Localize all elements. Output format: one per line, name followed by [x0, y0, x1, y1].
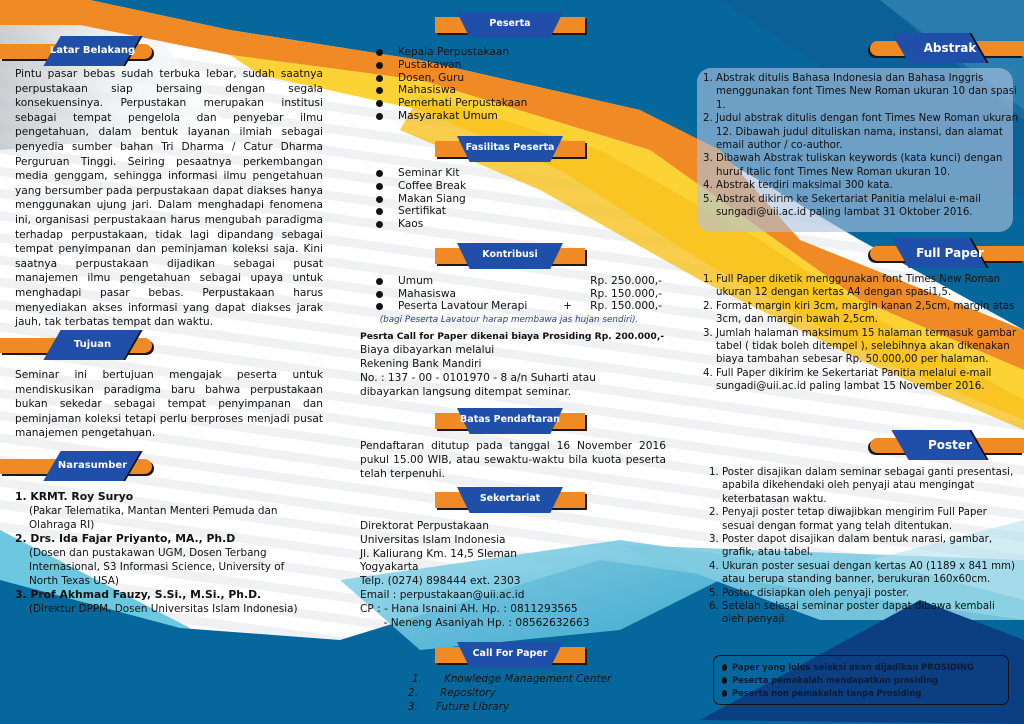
list-item: Sertifikat: [346, 205, 646, 218]
section-title: Abstrak: [923, 41, 977, 55]
call-for-paper-topics: [408, 672, 668, 714]
bullet-icon: [376, 100, 383, 107]
section-badge-peserta: [435, 12, 585, 38]
bullet-icon: [722, 690, 727, 697]
peserta-list: [346, 46, 646, 123]
tujuan-text: Seminar ini bertujuan mengajak peserta untuk mendiskusikan paradigma baru bahwa perpustakaan bukan sekedar sebagai tempat penyimpanan dan peminjaman koleksi tetapi perlu berproses menjadi pusat manajemen pengetahuan.: [15, 369, 323, 440]
list-item: 2. Penyaji poster tetap diwajibkan mengirim Full Paper sesuai dengan format yang telah ditentukan.: [709, 507, 987, 532]
list-item: 3. Future Library: [408, 701, 510, 713]
list-item: Peserta pemakalah mendapatkan prosiding: [720, 674, 1008, 687]
speaker-item: 3. Prof Akhmad Fauzy, S.Si., M.Si., Ph.D. (Direktur DPPM, Dosen Universitas Islam Indonesia): [15, 588, 298, 615]
prosiding-info-box: [713, 655, 1009, 705]
list-item: 2. Format margin kiri 3cm, margin kanan 2,5cm, margin atas 3cm, dan margin bawah 2,5cm.: [703, 300, 1015, 326]
section-badge-poster: [870, 430, 1024, 460]
bullet-icon: [376, 75, 383, 82]
section-title: Call For Paper: [472, 648, 548, 659]
fee-table: [346, 275, 666, 313]
section-title: Poster: [928, 438, 972, 452]
speaker-item: 2. Drs. Ida Fajar Priyanto, MA., Ph.D (Dosen dan pustakawan UGM, Dosen Terbang Internasional, S3 Informasi Science, University of North Texas USA): [15, 532, 285, 587]
list-item: 4. Abstrak terdiri maksimal 300 kata.: [703, 180, 893, 192]
full-paper-list: [703, 273, 1019, 394]
list-item: 1. Abstrak ditulis Bahasa Indonesia dan Bahasa Inggris menggunakan font Times New Roman ukuran 10 dan spasi 1.: [703, 73, 1017, 111]
list-item: 4. Ukuran poster sesuai dengan kertas A0 (1189 x 841 mm) atau berupa standing banner, berukuran 160x60cm.: [709, 560, 1015, 586]
list-item: Peserta non pemakalah tanpa Prosiding: [720, 687, 1008, 700]
list-item: 4. Full Paper dikirim ke Sekertariat Panitia melalui e-mail sungadi@uii.ac.id paling lambat 15 November 2016.: [703, 367, 992, 393]
section-badge-latar-belakang: [0, 36, 160, 66]
section-badge-full-paper: [870, 238, 1024, 268]
bullet-icon: [376, 183, 383, 190]
email-link[interactable]: Email : perpustakaan@uii.ac.id: [360, 588, 525, 601]
bullet-icon: [376, 278, 383, 285]
list-item: Coffee Break: [346, 180, 646, 193]
fee-row: Umum Rp. 250.000,-: [346, 275, 666, 288]
section-badge-call-for-paper: [435, 642, 585, 668]
batas-pendaftaran-text: Pendaftaran ditutup pada tanggal 16 November 2016 pukul 15.00 WIB, atau sewaktu-waktu bila kuota peserta telah terpenuhi.: [360, 440, 666, 480]
section-title: Fasilitas Peserta: [465, 142, 555, 153]
section-badge-abstrak: [870, 33, 1024, 63]
fee-row: Mahasiswa Rp. 150.000,-: [346, 288, 666, 301]
poster-list: [709, 466, 1019, 627]
list-item: Pemerhati Perpustakaan: [346, 97, 646, 110]
fee-row: Peserta Lavatour Merapi + Rp. 150.000,-: [346, 300, 666, 313]
list-item: Kaos: [346, 218, 646, 231]
speaker-list: [15, 490, 330, 616]
section-title: Full Paper: [916, 246, 984, 260]
section-badge-batas-pendaftaran: [435, 408, 585, 434]
bullet-icon: [376, 49, 383, 56]
list-item: Seminar Kit: [346, 167, 646, 180]
list-item: 5. Abstrak dikirim ke Sekertariat Panitia melalui e-mail sungadi@uii.ac.id paling lambat 31 Oktober 2016.: [703, 193, 981, 219]
bullet-icon: [722, 664, 727, 671]
list-item: Pustakawan: [346, 59, 646, 72]
list-item: 2. Repository: [408, 687, 496, 699]
section-title: Peserta: [489, 18, 531, 29]
section-title: Batas Pendaftaran: [460, 414, 560, 425]
bullet-icon: [376, 87, 383, 94]
bullet-icon: [376, 303, 383, 310]
list-item: 3. Dibawah Abstrak tuliskan keywords (kata kunci) dengan huruf Italic font Times New Roman ukuran 10.: [703, 153, 1003, 178]
section-badge-fasilitas: [435, 136, 585, 162]
list-item: 5. Poster disiapkan oleh penyaji poster.: [709, 587, 909, 599]
list-item: Masyarakat Umum: [346, 110, 646, 123]
section-badge-kontribusi: [435, 243, 585, 269]
list-item: 1. Poster disajikan dalam seminar sebagai ganti presentasi, apabila dikehendaki oleh penyaji atau mengingat keterbatasan waktu.: [709, 467, 1014, 505]
bullet-icon: [376, 221, 383, 228]
section-badge-tujuan: [0, 330, 160, 360]
section-badge-narasumber: [0, 451, 160, 481]
call-for-paper-fee: Pesrta Call for Paper dikenai biaya Prosiding Rp. 200.000,-: [360, 331, 665, 342]
abstrak-list: [703, 72, 1019, 219]
list-item: Mahasiswa: [346, 84, 646, 97]
section-title: Tujuan: [73, 339, 112, 350]
bullet-icon: [722, 677, 727, 684]
fee-note: (bagi Peserta Lavatour harap membawa jas hujan sendiri).: [379, 315, 639, 325]
bullet-icon: [376, 113, 383, 120]
section-badge-sekertariat: [435, 487, 585, 513]
list-item: Paper yang lolos seleksi akan dijadikan PROSIDING: [720, 661, 1008, 674]
list-item: Makan Siang: [346, 193, 646, 206]
fasilitas-list: [346, 167, 646, 231]
speaker-item: 1. KRMT. Roy Suryo (Pakar Telematika, Mantan Menteri Pemuda dan Olahraga RI): [15, 490, 278, 531]
bullet-icon: [376, 291, 383, 298]
latar-belakang-text: Pintu pasar bebas sudah terbuka lebar, sudah saatnya perpustakaan siap bersaing dengan segala konsekuensinya. Perpustakan merupakan institusi sebagai tempat pengelola dan penyebar ilmu pengetahuan, dalam bentuk layanan ilmiah sebagai penyedia sumber bahan Tri Dharma / Catur Dharma Perguruan Tinggi. Seiring pesaatnya perkembangan media genggam, sehingga informasi ilmu pengetahuan yang bersumber pada perpustakaan dapat diakses hanya menggunakan ujung jari. Dalam menghadapi fenomena ini, organisasi perpustakaan harus mengubah paradigma terhadap perpustakaan, tidak lagi dipandang sebagai tempat penyimpanan dan peminjaman koleksi saja. Kini saatnya perpustakaan dijadikan sebagai pusat manajemen ilmu pengetahuan sebagai upaya untuk menghadapi pasar bebas. Perpustakaan harus menyediakan akses informasi yang dapat diakses jarak jauh, tak terbatas tempat dan waktu.: [15, 68, 323, 329]
section-title: Narasumber: [57, 460, 128, 471]
list-item: 1. Knowledge Management Center: [412, 673, 612, 685]
list-item: 6. Setelah selesai seminar poster dapat dibawa kembali oleh penyaji.: [709, 601, 995, 626]
section-title: Kontribusi: [482, 249, 538, 260]
sekertariat-contact: Direktorat Perpustakaan Universitas Islam Indonesia Jl. Kaliurang Km. 14,5 Sleman Yogyakarta Telp. (0274) 898444 ext. 2303 Email : perpustakaan@uii.ac.id CP : - Hana Isnaini AH. Hp. : 0811293565 - Neneng Asaniyah Hp. : 08562632663: [360, 520, 670, 630]
section-title: Latar Belakang: [49, 45, 136, 56]
section-title: Sekertariat: [479, 493, 541, 504]
list-item: 1. Full Paper diketik menggunakan font Times New Roman ukuran 12 dengan kertas A4 dengan spasi1,5.: [703, 274, 1001, 299]
list-item: 3. Jumlah halaman maksimum 15 halaman termasuk gambar tabel ( tidak boleh ditempel ), selebihnya akan dikenakan biaya tambahan sebesar Rp. 50.000,00 per halaman.: [703, 327, 1017, 366]
list-item: Kepala Perpustakaan: [346, 46, 646, 59]
payment-info: Pesrta Call for Paper dikenai biaya Prosiding Rp. 200.000,- Biaya dibayarkan melalui Rekening Bank Mandiri No. : 137 - 00 - 0101970 - 8 a/n Suharti atau dibayarkan langsung ditempat seminar.: [360, 330, 680, 399]
bullet-icon: [376, 62, 383, 69]
bullet-icon: [376, 208, 383, 215]
bullet-icon: [376, 196, 383, 203]
list-item: 2. Judul abstrak ditulis dengan font Times New Roman ukuran 12. Dibawah judul dituliskan nama, instansi, dan alamat email author / co-author.: [703, 113, 1019, 152]
list-item: 3. Poster dapot disajikan dalam bentuk narasi, gambar, grafik, atau tabel.: [709, 534, 993, 559]
bullet-icon: [376, 170, 383, 177]
list-item: Dosen, Guru: [346, 72, 646, 85]
